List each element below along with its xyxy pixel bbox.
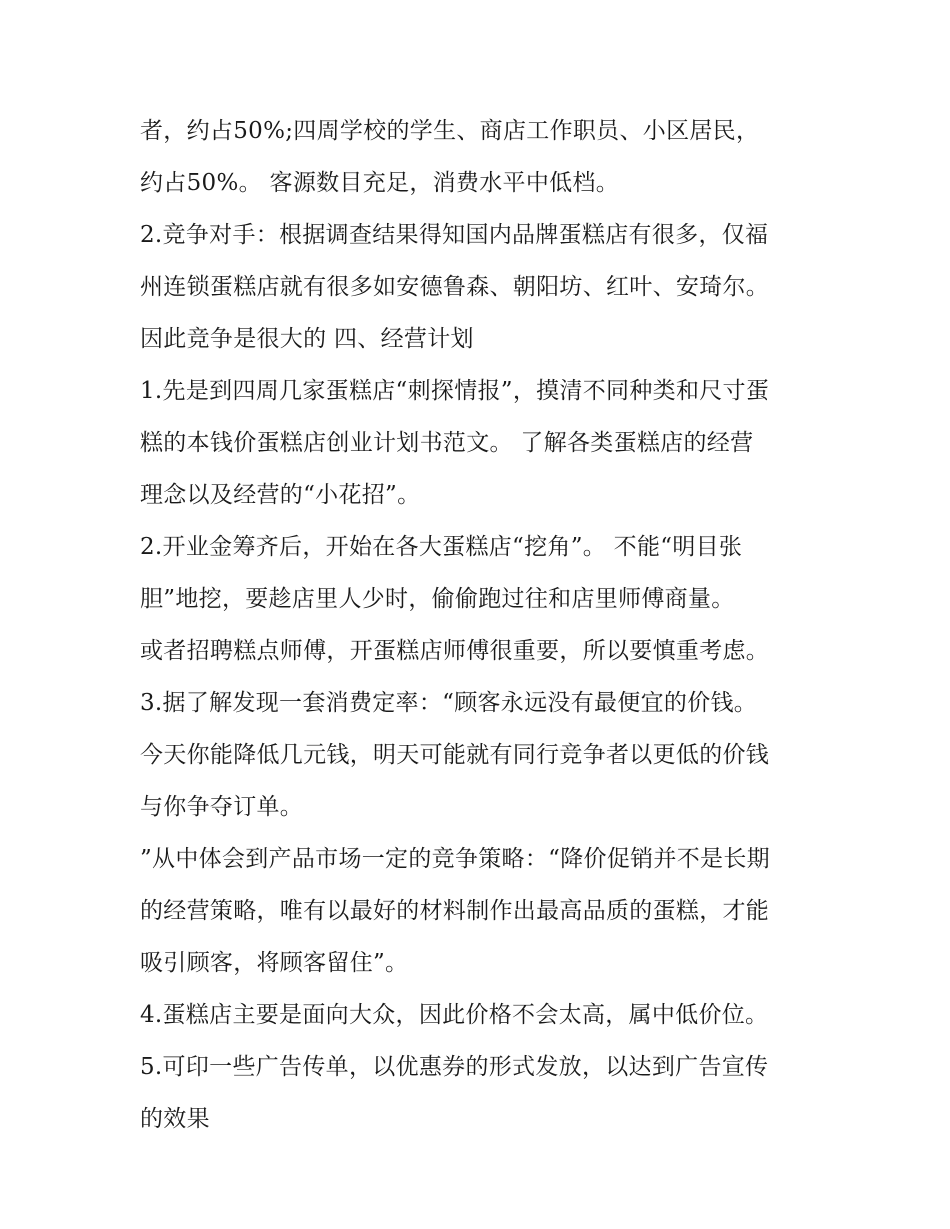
- text-line: 2.开业金筹齐后，开始在各大蛋糕店“挖角”。 不能“明目张: [140, 534, 743, 560]
- text-line: 3.据了解发现一套消费定率：“顾客永远没有最便宜的价钱。: [140, 690, 758, 716]
- document-body: [140, 105, 830, 1145]
- text-line: 糕的本钱价蛋糕店创业计划书范文。 了解各类蛋糕店的经营: [140, 430, 754, 456]
- text-line: 与你争夺订单。: [140, 794, 304, 820]
- text-line: 2.竞争对手：根据调查结果得知国内品牌蛋糕店有很多，仅福: [140, 222, 769, 248]
- text-line: 约占50%。 客源数目充足，消费水平中低档。: [140, 170, 620, 196]
- section-heading-line: 因此竞争是很大的 四、经营计划: [140, 326, 474, 352]
- text-line: 理念以及经营的“小花招”。: [140, 482, 421, 508]
- text-line: ”从中体会到产品市场一定的竞争策略：“降价促销并不是长期: [140, 846, 770, 872]
- text-line: 或者招聘糕点师傅，开蛋糕店师傅很重要，所以要慎重考虑。: [140, 638, 770, 664]
- text-line: 胆”地挖，要趁店里人少时，偷偷跑过往和店里师傅商量。: [140, 586, 735, 612]
- text-line: 1.先是到四周几家蛋糕店“刺探情报”，摸清不同种类和尺寸蛋: [140, 378, 770, 404]
- text-line: 州连锁蛋糕店就有很多如安德鲁森、朝阳坊、红叶、安琦尔。: [140, 274, 770, 300]
- text-line: 的经营策略，唯有以最好的材料制作出最高品质的蛋糕，才能: [140, 898, 770, 924]
- text-line: 4.蛋糕店主要是面向大众，因此价格不会太高，属中低价位。: [140, 1002, 769, 1028]
- text-line: 5.可印一些广告传单，以优惠券的形式发放，以达到广告宣传: [140, 1054, 769, 1080]
- text-line: 者，约占50%;四周学校的学生、商店工作职员、小区居民，: [140, 118, 760, 144]
- text-line: 吸引顾客，将顾客留住”。: [140, 950, 409, 976]
- text-line: 的效果: [140, 1106, 210, 1132]
- text-line: 今天你能降低几元钱，明天可能就有同行竞争者以更低的价钱: [140, 742, 770, 768]
